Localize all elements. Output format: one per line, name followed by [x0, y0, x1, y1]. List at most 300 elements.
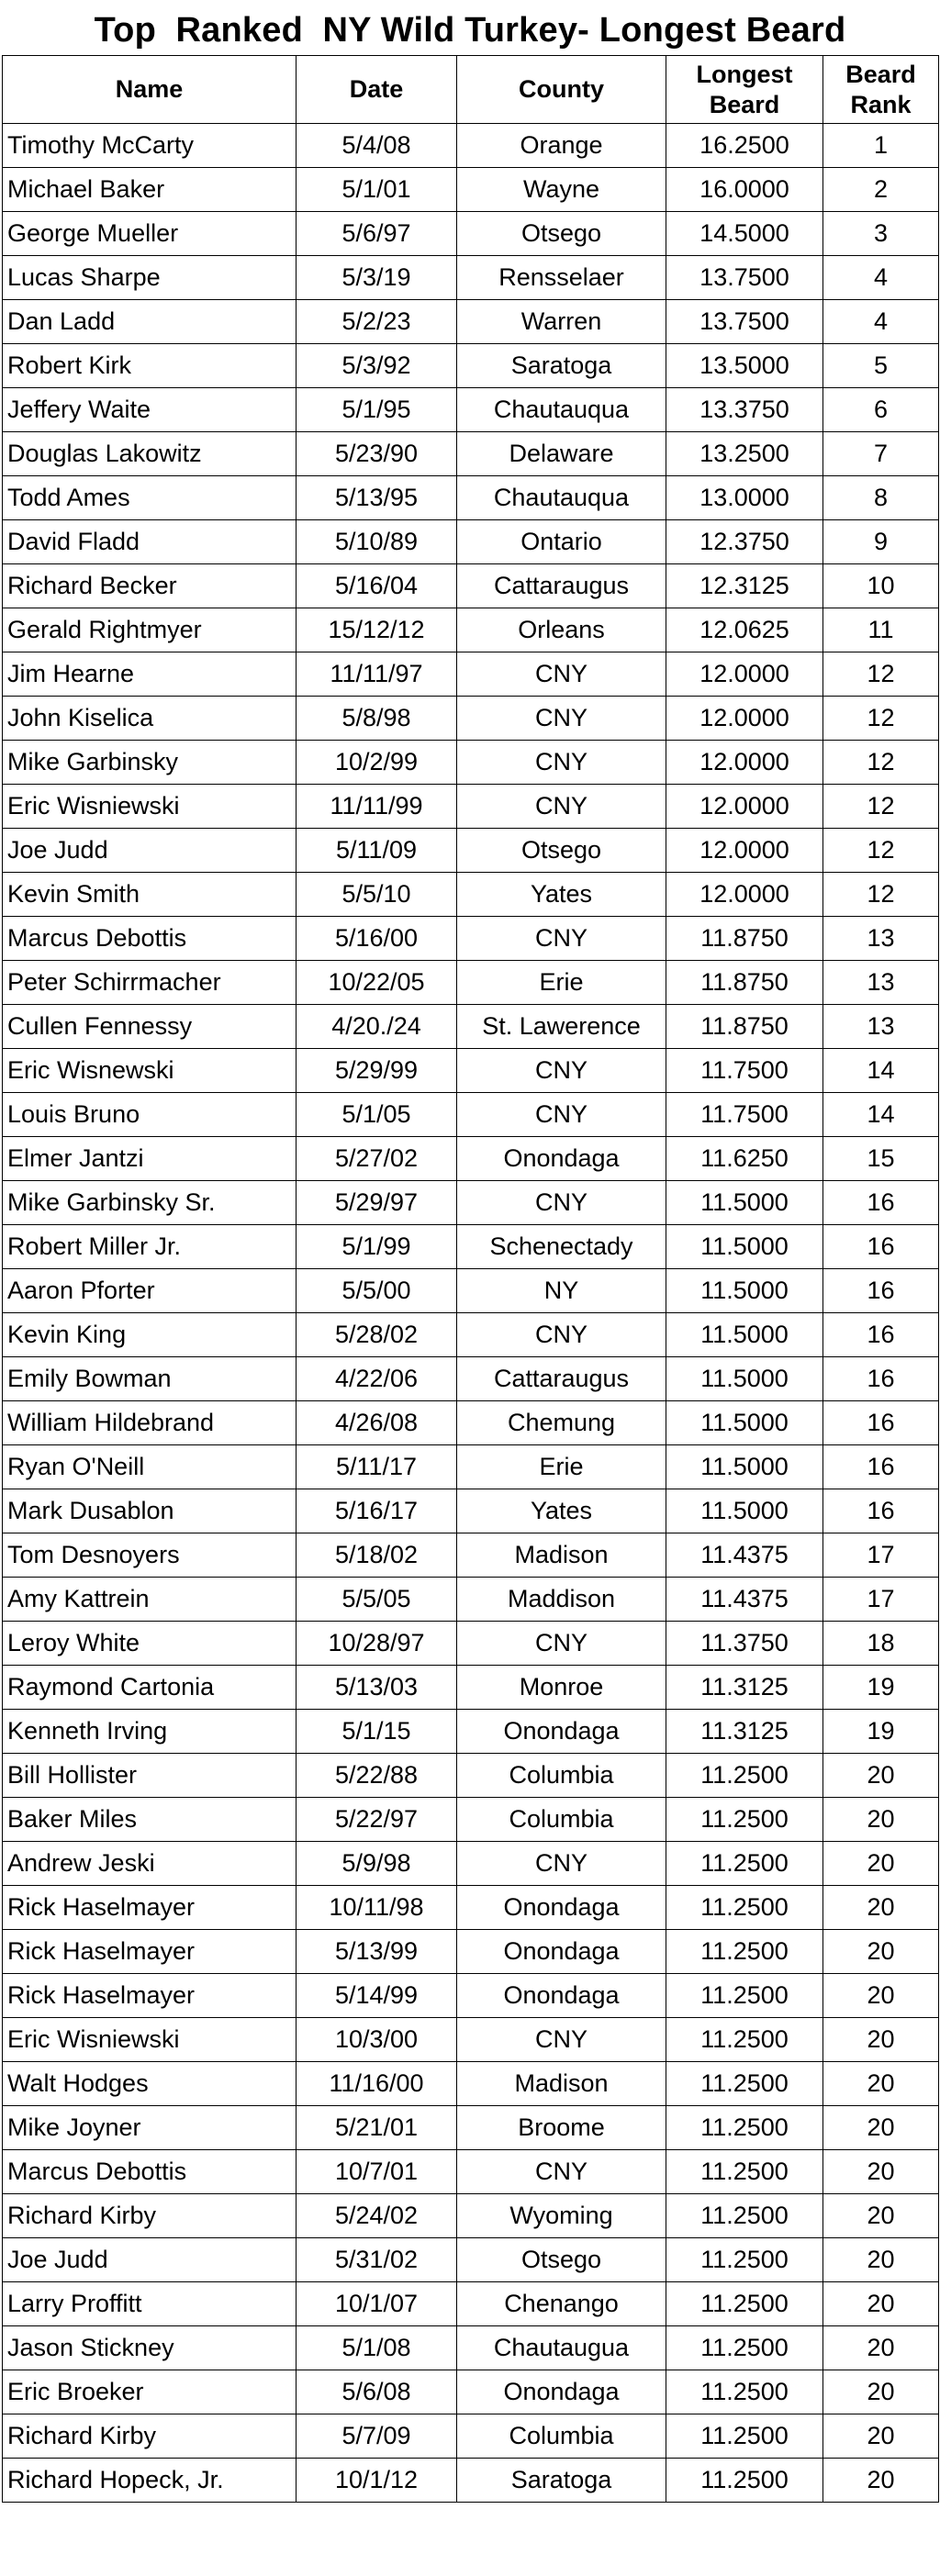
cell-date: 5/6/97: [297, 212, 457, 256]
cell-name: Robert Kirk: [3, 344, 297, 388]
table-row: [3, 917, 939, 961]
cell-county: CNY: [457, 1842, 666, 1886]
cell-longest-beard: 11.5000: [666, 1489, 823, 1533]
cell-beard-rank: 20: [823, 1798, 939, 1842]
cell-beard-rank: 7: [823, 432, 939, 476]
table-row: [3, 256, 939, 300]
cell-longest-beard: 11.4375: [666, 1578, 823, 1622]
table-row: [3, 608, 939, 652]
cell-name: Marcus Debottis: [3, 917, 297, 961]
cell-beard-rank: 20: [823, 2238, 939, 2282]
table-row: [3, 1930, 939, 1974]
cell-county: Cattaraugus: [457, 1357, 666, 1401]
cell-longest-beard: 12.0000: [666, 697, 823, 741]
cell-date: 10/3/00: [297, 2018, 457, 2062]
cell-county: CNY: [457, 1093, 666, 1137]
cell-longest-beard: 11.2500: [666, 2194, 823, 2238]
cell-county: Otsego: [457, 2238, 666, 2282]
cell-name: Jason Stickney: [3, 2326, 297, 2370]
cell-longest-beard: 11.5000: [666, 1225, 823, 1269]
cell-beard-rank: 20: [823, 2062, 939, 2106]
table-row: [3, 785, 939, 829]
cell-beard-rank: 20: [823, 2326, 939, 2370]
cell-beard-rank: 13: [823, 917, 939, 961]
cell-beard-rank: 20: [823, 1974, 939, 2018]
cell-date: 10/1/07: [297, 2282, 457, 2326]
cell-date: 10/11/98: [297, 1886, 457, 1930]
cell-beard-rank: 12: [823, 741, 939, 785]
cell-county: Maddison: [457, 1578, 666, 1622]
cell-county: Chautaugua: [457, 2326, 666, 2370]
cell-beard-rank: 8: [823, 476, 939, 520]
table-row: [3, 2459, 939, 2503]
cell-name: Peter Schirrmacher: [3, 961, 297, 1005]
cell-date: 5/5/10: [297, 873, 457, 917]
cell-name: Baker Miles: [3, 1798, 297, 1842]
cell-date: 5/6/08: [297, 2370, 457, 2414]
cell-date: 5/10/89: [297, 520, 457, 564]
cell-name: Rick Haselmayer: [3, 1930, 297, 1974]
cell-name: Kevin King: [3, 1313, 297, 1357]
header-beard-rank-line2: Rank: [850, 90, 912, 118]
cell-longest-beard: 11.2500: [666, 2062, 823, 2106]
cell-longest-beard: 12.0000: [666, 829, 823, 873]
cell-county: Yates: [457, 1489, 666, 1533]
cell-date: 10/2/99: [297, 741, 457, 785]
cell-date: 5/2/23: [297, 300, 457, 344]
table-row: [3, 1798, 939, 1842]
cell-longest-beard: 11.2500: [666, 1930, 823, 1974]
cell-beard-rank: 16: [823, 1401, 939, 1445]
cell-date: 11/11/97: [297, 652, 457, 697]
cell-county: Onondaga: [457, 1974, 666, 2018]
cell-name: Ryan O'Neill: [3, 1445, 297, 1489]
table-row: [3, 1754, 939, 1798]
cell-name: Eric Wisniewski: [3, 785, 297, 829]
cell-date: 5/1/08: [297, 2326, 457, 2370]
table-row: [3, 2238, 939, 2282]
cell-name: Tom Desnoyers: [3, 1533, 297, 1578]
cell-name: Dan Ladd: [3, 300, 297, 344]
cell-date: 10/7/01: [297, 2150, 457, 2194]
cell-beard-rank: 14: [823, 1049, 939, 1093]
cell-longest-beard: 13.5000: [666, 344, 823, 388]
table-row: [3, 2194, 939, 2238]
cell-date: 5/18/02: [297, 1533, 457, 1578]
cell-beard-rank: 2: [823, 168, 939, 212]
cell-county: St. Lawerence: [457, 1005, 666, 1049]
cell-longest-beard: 11.5000: [666, 1269, 823, 1313]
cell-beard-rank: 18: [823, 1622, 939, 1666]
table-row: [3, 2106, 939, 2150]
cell-longest-beard: 11.6250: [666, 1137, 823, 1181]
cell-beard-rank: 17: [823, 1533, 939, 1578]
cell-date: 5/29/97: [297, 1181, 457, 1225]
cell-date: 5/3/19: [297, 256, 457, 300]
cell-beard-rank: 16: [823, 1357, 939, 1401]
header-beard-rank-line1: Beard: [845, 60, 916, 88]
cell-beard-rank: 20: [823, 1754, 939, 1798]
cell-beard-rank: 11: [823, 608, 939, 652]
cell-beard-rank: 3: [823, 212, 939, 256]
cell-county: CNY: [457, 1181, 666, 1225]
cell-date: 5/4/08: [297, 124, 457, 168]
cell-beard-rank: 12: [823, 829, 939, 873]
cell-longest-beard: 12.0000: [666, 652, 823, 697]
cell-county: CNY: [457, 652, 666, 697]
table-row: [3, 1886, 939, 1930]
cell-longest-beard: 14.5000: [666, 212, 823, 256]
table-row: [3, 476, 939, 520]
cell-name: Emily Bowman: [3, 1357, 297, 1401]
cell-date: 4/20./24: [297, 1005, 457, 1049]
cell-date: 5/9/98: [297, 1842, 457, 1886]
cell-date: 5/22/88: [297, 1754, 457, 1798]
cell-longest-beard: 11.4375: [666, 1533, 823, 1578]
cell-longest-beard: 11.3750: [666, 1622, 823, 1666]
cell-county: NY: [457, 1269, 666, 1313]
table-row: [3, 2062, 939, 2106]
cell-date: 11/16/00: [297, 2062, 457, 2106]
cell-date: 5/5/05: [297, 1578, 457, 1622]
cell-date: 11/11/99: [297, 785, 457, 829]
cell-name: John Kiselica: [3, 697, 297, 741]
cell-longest-beard: 11.8750: [666, 961, 823, 1005]
table-row: [3, 2326, 939, 2370]
cell-date: 5/1/99: [297, 1225, 457, 1269]
header-beard-rank: [823, 56, 939, 124]
table-row: [3, 564, 939, 608]
cell-county: Columbia: [457, 1798, 666, 1842]
cell-beard-rank: 9: [823, 520, 939, 564]
cell-longest-beard: 13.7500: [666, 256, 823, 300]
cell-beard-rank: 16: [823, 1445, 939, 1489]
table-row: [3, 1137, 939, 1181]
cell-name: David Fladd: [3, 520, 297, 564]
cell-date: 5/27/02: [297, 1137, 457, 1181]
cell-beard-rank: 19: [823, 1710, 939, 1754]
cell-county: Onondaga: [457, 2370, 666, 2414]
cell-county: Otsego: [457, 829, 666, 873]
cell-name: Timothy McCarty: [3, 124, 297, 168]
cell-longest-beard: 11.2500: [666, 2018, 823, 2062]
cell-beard-rank: 16: [823, 1181, 939, 1225]
cell-name: Marcus Debottis: [3, 2150, 297, 2194]
header-longest-beard-line2: Beard: [709, 90, 780, 118]
header-longest-beard-line1: Longest: [696, 60, 793, 88]
cell-longest-beard: 13.2500: [666, 432, 823, 476]
cell-name: Mike Garbinsky Sr.: [3, 1181, 297, 1225]
cell-county: CNY: [457, 917, 666, 961]
table-row: [3, 1181, 939, 1225]
cell-longest-beard: 12.3125: [666, 564, 823, 608]
cell-beard-rank: 20: [823, 2282, 939, 2326]
cell-date: 5/22/97: [297, 1798, 457, 1842]
cell-date: 15/12/12: [297, 608, 457, 652]
cell-county: Wyoming: [457, 2194, 666, 2238]
table-row: [3, 1049, 939, 1093]
cell-date: 5/1/01: [297, 168, 457, 212]
table-row: [3, 2282, 939, 2326]
cell-longest-beard: 11.2500: [666, 1974, 823, 2018]
cell-date: 5/11/17: [297, 1445, 457, 1489]
table-row: [3, 124, 939, 168]
cell-beard-rank: 4: [823, 300, 939, 344]
cell-date: 5/28/02: [297, 1313, 457, 1357]
cell-name: Eric Wisniewski: [3, 2018, 297, 2062]
cell-beard-rank: 10: [823, 564, 939, 608]
cell-longest-beard: 11.5000: [666, 1181, 823, 1225]
table-row: [3, 1533, 939, 1578]
table-row: [3, 1666, 939, 1710]
cell-name: Mark Dusablon: [3, 1489, 297, 1533]
cell-county: Orange: [457, 124, 666, 168]
cell-name: Andrew Jeski: [3, 1842, 297, 1886]
table-row: [3, 652, 939, 697]
table-row: [3, 212, 939, 256]
cell-date: 5/16/04: [297, 564, 457, 608]
cell-name: Gerald Rightmyer: [3, 608, 297, 652]
table-row: [3, 1974, 939, 2018]
cell-name: Walt Hodges: [3, 2062, 297, 2106]
cell-date: 5/13/99: [297, 1930, 457, 1974]
header-longest-beard: [666, 56, 823, 124]
cell-name: Richard Kirby: [3, 2194, 297, 2238]
cell-date: 5/3/92: [297, 344, 457, 388]
table-row: [3, 300, 939, 344]
cell-longest-beard: 11.5000: [666, 1445, 823, 1489]
cell-name: Todd Ames: [3, 476, 297, 520]
cell-name: Rick Haselmayer: [3, 1974, 297, 2018]
cell-county: Wayne: [457, 168, 666, 212]
cell-name: Amy Kattrein: [3, 1578, 297, 1622]
table-row: [3, 1489, 939, 1533]
table-row: [3, 873, 939, 917]
cell-county: Onondaga: [457, 1930, 666, 1974]
cell-name: Bill Hollister: [3, 1754, 297, 1798]
cell-beard-rank: 20: [823, 1930, 939, 1974]
cell-longest-beard: 13.3750: [666, 388, 823, 432]
table-row: [3, 2370, 939, 2414]
cell-longest-beard: 11.2500: [666, 2106, 823, 2150]
cell-beard-rank: 1: [823, 124, 939, 168]
cell-longest-beard: 11.7500: [666, 1093, 823, 1137]
cell-longest-beard: 11.5000: [666, 1357, 823, 1401]
cell-beard-rank: 20: [823, 1886, 939, 1930]
table-row: [3, 1622, 939, 1666]
cell-longest-beard: 11.8750: [666, 1005, 823, 1049]
cell-beard-rank: 17: [823, 1578, 939, 1622]
cell-longest-beard: 11.7500: [666, 1049, 823, 1093]
cell-beard-rank: 16: [823, 1225, 939, 1269]
cell-longest-beard: 16.2500: [666, 124, 823, 168]
cell-county: CNY: [457, 1313, 666, 1357]
table-row: [3, 961, 939, 1005]
header-county: County: [457, 56, 666, 124]
rankings-table: [2, 55, 939, 2503]
cell-county: Monroe: [457, 1666, 666, 1710]
cell-name: Kevin Smith: [3, 873, 297, 917]
table-row: [3, 2018, 939, 2062]
table-header: [3, 56, 939, 124]
cell-name: Kenneth Irving: [3, 1710, 297, 1754]
cell-name: Raymond Cartonia: [3, 1666, 297, 1710]
table-row: [3, 1269, 939, 1313]
cell-date: 5/1/15: [297, 1710, 457, 1754]
cell-county: Delaware: [457, 432, 666, 476]
table-row: [3, 2150, 939, 2194]
cell-date: 5/1/95: [297, 388, 457, 432]
cell-longest-beard: 11.2500: [666, 2282, 823, 2326]
cell-date: 5/16/00: [297, 917, 457, 961]
cell-longest-beard: 12.3750: [666, 520, 823, 564]
table-row: [3, 344, 939, 388]
cell-longest-beard: 11.2500: [666, 2370, 823, 2414]
cell-longest-beard: 11.2500: [666, 2326, 823, 2370]
header-name: Name: [3, 56, 297, 124]
cell-beard-rank: 12: [823, 652, 939, 697]
table-row: [3, 1842, 939, 1886]
cell-name: Richard Hopeck, Jr.: [3, 2459, 297, 2503]
cell-name: George Mueller: [3, 212, 297, 256]
header-row: [3, 56, 939, 124]
cell-beard-rank: 12: [823, 785, 939, 829]
cell-beard-rank: 5: [823, 344, 939, 388]
cell-date: 10/28/97: [297, 1622, 457, 1666]
header-date: Date: [297, 56, 457, 124]
cell-date: 5/8/98: [297, 697, 457, 741]
cell-beard-rank: 20: [823, 1842, 939, 1886]
cell-beard-rank: 16: [823, 1313, 939, 1357]
cell-beard-rank: 20: [823, 2414, 939, 2459]
cell-county: CNY: [457, 1049, 666, 1093]
table-row: [3, 741, 939, 785]
cell-longest-beard: 13.0000: [666, 476, 823, 520]
cell-county: Madison: [457, 1533, 666, 1578]
cell-date: 5/14/99: [297, 1974, 457, 2018]
cell-longest-beard: 12.0000: [666, 873, 823, 917]
table-row: [3, 1225, 939, 1269]
cell-longest-beard: 11.2500: [666, 1886, 823, 1930]
cell-date: 5/13/03: [297, 1666, 457, 1710]
cell-date: 5/23/90: [297, 432, 457, 476]
cell-name: Joe Judd: [3, 2238, 297, 2282]
cell-county: Chenango: [457, 2282, 666, 2326]
cell-name: Mike Garbinsky: [3, 741, 297, 785]
cell-name: Larry Proffitt: [3, 2282, 297, 2326]
cell-date: 5/7/09: [297, 2414, 457, 2459]
cell-beard-rank: 12: [823, 873, 939, 917]
cell-beard-rank: 6: [823, 388, 939, 432]
cell-name: Robert Miller Jr.: [3, 1225, 297, 1269]
table-row: [3, 1710, 939, 1754]
cell-beard-rank: 20: [823, 2106, 939, 2150]
table-row: [3, 1313, 939, 1357]
cell-beard-rank: 14: [823, 1093, 939, 1137]
cell-name: Lucas Sharpe: [3, 256, 297, 300]
cell-county: Columbia: [457, 1754, 666, 1798]
table-row: [3, 520, 939, 564]
cell-county: Onondaga: [457, 1710, 666, 1754]
cell-beard-rank: 20: [823, 2194, 939, 2238]
cell-county: Erie: [457, 1445, 666, 1489]
cell-name: Richard Kirby: [3, 2414, 297, 2459]
cell-beard-rank: 16: [823, 1269, 939, 1313]
table-row: [3, 829, 939, 873]
cell-date: 5/13/95: [297, 476, 457, 520]
cell-date: 10/22/05: [297, 961, 457, 1005]
cell-name: Rick Haselmayer: [3, 1886, 297, 1930]
cell-date: 4/22/06: [297, 1357, 457, 1401]
cell-beard-rank: 16: [823, 1489, 939, 1533]
cell-beard-rank: 15: [823, 1137, 939, 1181]
cell-county: Onondaga: [457, 1886, 666, 1930]
cell-name: Elmer Jantzi: [3, 1137, 297, 1181]
table-row: [3, 697, 939, 741]
cell-county: CNY: [457, 785, 666, 829]
cell-county: Chemung: [457, 1401, 666, 1445]
cell-county: CNY: [457, 741, 666, 785]
cell-beard-rank: 13: [823, 1005, 939, 1049]
cell-longest-beard: 16.0000: [666, 168, 823, 212]
cell-longest-beard: 11.2500: [666, 2459, 823, 2503]
cell-longest-beard: 12.0000: [666, 785, 823, 829]
table-body: [3, 124, 939, 2503]
table-row: [3, 2414, 939, 2459]
cell-name: William Hildebrand: [3, 1401, 297, 1445]
table-row: [3, 1578, 939, 1622]
cell-date: 4/26/08: [297, 1401, 457, 1445]
cell-longest-beard: 11.5000: [666, 1401, 823, 1445]
cell-longest-beard: 11.3125: [666, 1710, 823, 1754]
cell-county: Orleans: [457, 608, 666, 652]
cell-longest-beard: 11.8750: [666, 917, 823, 961]
cell-longest-beard: 11.2500: [666, 1842, 823, 1886]
cell-county: Saratoga: [457, 2459, 666, 2503]
cell-county: Warren: [457, 300, 666, 344]
cell-county: CNY: [457, 697, 666, 741]
cell-name: Mike Joyner: [3, 2106, 297, 2150]
cell-beard-rank: 20: [823, 2370, 939, 2414]
cell-date: 5/31/02: [297, 2238, 457, 2282]
table-row: [3, 388, 939, 432]
cell-beard-rank: 20: [823, 2018, 939, 2062]
cell-name: Richard Becker: [3, 564, 297, 608]
cell-county: Rensselaer: [457, 256, 666, 300]
cell-longest-beard: 13.7500: [666, 300, 823, 344]
cell-name: Louis Bruno: [3, 1093, 297, 1137]
cell-county: Ontario: [457, 520, 666, 564]
cell-name: Aaron Pforter: [3, 1269, 297, 1313]
cell-longest-beard: 11.2500: [666, 2150, 823, 2194]
cell-date: 5/1/05: [297, 1093, 457, 1137]
cell-name: Jeffery Waite: [3, 388, 297, 432]
cell-beard-rank: 20: [823, 2459, 939, 2503]
cell-longest-beard: 11.2500: [666, 2414, 823, 2459]
cell-name: Michael Baker: [3, 168, 297, 212]
cell-name: Joe Judd: [3, 829, 297, 873]
cell-county: Chautauqua: [457, 476, 666, 520]
cell-longest-beard: 11.2500: [666, 1754, 823, 1798]
cell-longest-beard: 11.3125: [666, 1666, 823, 1710]
cell-name: Leroy White: [3, 1622, 297, 1666]
table-row: [3, 1401, 939, 1445]
cell-name: Eric Broeker: [3, 2370, 297, 2414]
cell-longest-beard: 11.2500: [666, 2238, 823, 2282]
cell-longest-beard: 12.0000: [666, 741, 823, 785]
cell-county: Onondaga: [457, 1137, 666, 1181]
cell-name: Eric Wisnewski: [3, 1049, 297, 1093]
